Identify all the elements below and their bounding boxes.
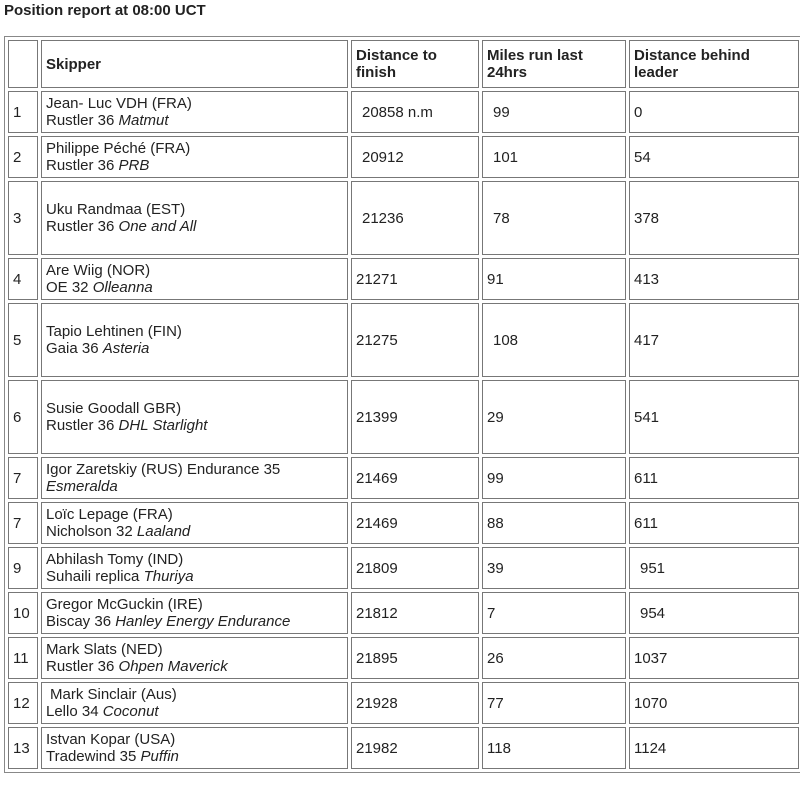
miles-cell: 39	[482, 547, 626, 589]
yacht-line	[46, 112, 343, 129]
position-table	[4, 36, 800, 773]
skipper-cell	[41, 181, 348, 255]
boat-name: DHL Starlight	[118, 417, 208, 434]
pos-cell: 6	[8, 380, 38, 454]
skipper-name: Susie Goodall GBR)	[46, 400, 182, 417]
skipper-cell	[41, 592, 348, 634]
distance-cell: 21895	[351, 637, 479, 679]
skipper-cell	[41, 136, 348, 178]
distance-cell: 21982	[351, 727, 479, 769]
pos-cell: 7	[8, 502, 38, 544]
table-row	[8, 502, 799, 544]
pos-cell: 7	[8, 457, 38, 499]
yacht-model: Lello 34	[46, 703, 99, 720]
distance-cell: 21399	[351, 380, 479, 454]
boat-name: Esmeralda	[46, 478, 118, 495]
table-row	[8, 136, 799, 178]
behind-cell: 1124	[629, 727, 799, 769]
skipper-cell	[41, 258, 348, 300]
boat-name: Olleanna	[92, 279, 153, 296]
table-row	[8, 380, 799, 454]
yacht-line	[46, 748, 343, 765]
behind-cell: 54	[629, 136, 799, 178]
behind-cell: 1037	[629, 637, 799, 679]
miles-cell: 29	[482, 380, 626, 454]
behind-cell: 0	[629, 91, 799, 133]
header-row	[8, 40, 799, 88]
pos-cell: 4	[8, 258, 38, 300]
yacht-line	[46, 340, 343, 357]
skipper-name: Mark Slats (NED)	[46, 641, 163, 658]
yacht-model: OE 32	[46, 279, 89, 296]
skipper-name: Tapio Lehtinen (FIN)	[46, 323, 182, 340]
boat-name: Puffin	[140, 748, 179, 765]
behind-cell: 954	[629, 592, 799, 634]
table-row	[8, 258, 799, 300]
yacht-line	[46, 613, 343, 630]
behind-cell: 417	[629, 303, 799, 377]
yacht-line	[46, 279, 343, 296]
boat-name: One and All	[118, 218, 197, 235]
distance-cell: 20858 n.m	[351, 91, 479, 133]
skipper-cell	[41, 637, 348, 679]
skipper-name: Philippe Péché (FRA)	[46, 140, 191, 157]
skipper-name: Jean- Luc VDH (FRA)	[46, 95, 192, 112]
boat-name: Thuriya	[143, 568, 194, 585]
yacht-model: Rustler 36	[46, 417, 115, 434]
pos-cell: 13	[8, 727, 38, 769]
table-row	[8, 592, 799, 634]
pos-cell: 9	[8, 547, 38, 589]
miles-cell: 99	[482, 457, 626, 499]
skipper-name: Are Wiig (NOR)	[46, 262, 151, 279]
yacht-line	[46, 658, 343, 675]
behind-cell: 378	[629, 181, 799, 255]
yacht-model: Nicholson 32	[46, 523, 133, 540]
miles-cell: 101	[482, 136, 626, 178]
miles-cell: 88	[482, 502, 626, 544]
miles-cell: 99	[482, 91, 626, 133]
yacht-model: Suhaili replica	[46, 568, 140, 585]
miles-cell: 108	[482, 303, 626, 377]
skipper-name: Gregor McGuckin (IRE)	[46, 596, 203, 613]
distance-cell: 21236	[351, 181, 479, 255]
distance-cell: 21275	[351, 303, 479, 377]
page-title: Position report at 08:00 UCT	[4, 2, 206, 19]
boat-name: Hanley Energy Endurance	[115, 613, 291, 630]
yacht-line	[46, 523, 343, 540]
yacht-line	[46, 218, 343, 235]
table-row	[8, 727, 799, 769]
yacht-model: Rustler 36	[46, 112, 115, 129]
skipper-name: Mark Sinclair (Aus)	[50, 686, 177, 703]
pos-cell: 2	[8, 136, 38, 178]
pos-cell: 3	[8, 181, 38, 255]
yacht-line	[46, 568, 343, 585]
header-miles: Miles run last 24hrs	[482, 40, 626, 88]
distance-cell: 21469	[351, 502, 479, 544]
skipper-cell	[41, 457, 348, 499]
yacht-model: Rustler 36	[46, 157, 115, 174]
skipper-cell	[41, 502, 348, 544]
skipper-cell	[41, 682, 348, 724]
skipper-name: Abhilash Tomy (IND)	[46, 551, 184, 568]
header-behind: Distance behind leader	[629, 40, 799, 88]
skipper-cell	[41, 547, 348, 589]
miles-cell: 78	[482, 181, 626, 255]
behind-cell: 1070	[629, 682, 799, 724]
yacht-model: Biscay 36	[46, 613, 112, 630]
yacht-model: Gaia 36	[46, 340, 99, 357]
yacht-model: Tradewind 35	[46, 748, 137, 765]
boat-name: Coconut	[102, 703, 159, 720]
miles-cell: 91	[482, 258, 626, 300]
table-row	[8, 303, 799, 377]
skipper-name: Igor Zaretskiy (RUS) Endurance 35	[46, 461, 281, 478]
pos-cell: 12	[8, 682, 38, 724]
yacht-line	[46, 157, 343, 174]
skipper-cell	[41, 727, 348, 769]
boat-name: Asteria	[102, 340, 150, 357]
header-skipper: Skipper	[41, 40, 348, 88]
skipper-cell	[41, 91, 348, 133]
miles-cell: 118	[482, 727, 626, 769]
behind-cell: 611	[629, 457, 799, 499]
miles-cell: 26	[482, 637, 626, 679]
yacht-line	[46, 417, 343, 434]
miles-cell: 7	[482, 592, 626, 634]
behind-cell: 541	[629, 380, 799, 454]
table-row	[8, 91, 799, 133]
distance-cell: 21809	[351, 547, 479, 589]
skipper-name: Loïc Lepage (FRA)	[46, 506, 173, 523]
distance-cell: 21812	[351, 592, 479, 634]
skipper-cell	[41, 380, 348, 454]
table-row	[8, 637, 799, 679]
boat-name: PRB	[118, 157, 150, 174]
boat-name: Matmut	[118, 112, 169, 129]
yacht-line	[46, 703, 343, 720]
skipper-name: Istvan Kopar (USA)	[46, 731, 176, 748]
distance-cell: 21469	[351, 457, 479, 499]
header-distance: Distance to finish	[351, 40, 479, 88]
miles-cell: 77	[482, 682, 626, 724]
boat-name: Laaland	[136, 523, 191, 540]
behind-cell: 413	[629, 258, 799, 300]
yacht-model: Rustler 36	[46, 658, 115, 675]
boat-name: Ohpen Maverick	[118, 658, 228, 675]
table-row	[8, 181, 799, 255]
yacht-line	[46, 478, 343, 495]
yacht-model: Rustler 36	[46, 218, 115, 235]
pos-cell: 1	[8, 91, 38, 133]
pos-cell: 10	[8, 592, 38, 634]
header-pos	[8, 40, 38, 88]
distance-cell: 21928	[351, 682, 479, 724]
behind-cell: 951	[629, 547, 799, 589]
skipper-cell	[41, 303, 348, 377]
pos-cell: 5	[8, 303, 38, 377]
table-row	[8, 682, 799, 724]
distance-cell: 21271	[351, 258, 479, 300]
table-row	[8, 457, 799, 499]
table-row	[8, 547, 799, 589]
behind-cell: 611	[629, 502, 799, 544]
pos-cell: 11	[8, 637, 38, 679]
distance-cell: 20912	[351, 136, 479, 178]
skipper-name: Uku Randmaa (EST)	[46, 201, 186, 218]
